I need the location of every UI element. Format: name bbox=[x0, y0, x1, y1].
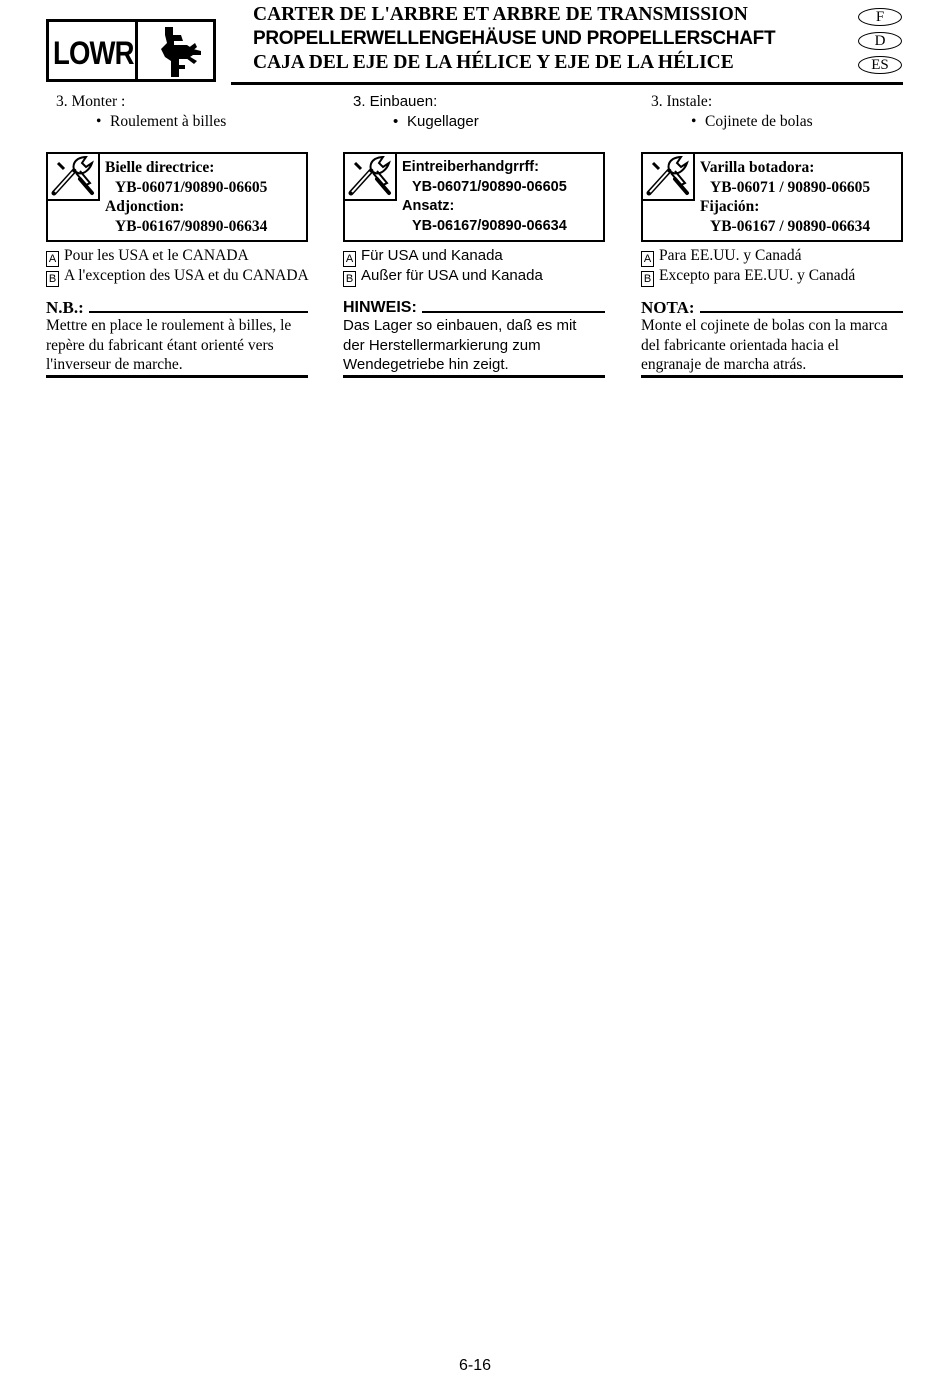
condition-a-text: Für USA und Kanada bbox=[361, 247, 503, 264]
bullet-item bbox=[691, 112, 813, 132]
step-text: 3. Einbauen: bbox=[353, 93, 438, 110]
condition-a bbox=[46, 246, 249, 267]
wrench-screwdriver-icon bbox=[50, 155, 96, 197]
note-bottom-rule bbox=[343, 375, 605, 378]
bullet-item bbox=[96, 112, 226, 132]
tool-name-2: Fijación: bbox=[700, 198, 760, 215]
note-bottom-rule bbox=[46, 375, 308, 378]
note-line: Wendegetriebe hin zeigt. bbox=[343, 356, 509, 374]
logo-divider bbox=[135, 22, 138, 79]
language-badge-es: ES bbox=[858, 56, 902, 74]
special-tool-box bbox=[46, 152, 308, 242]
note-body bbox=[343, 316, 605, 375]
note-line: engranaje de marcha atrás. bbox=[641, 356, 807, 374]
tool-code-1: YB-06071/90890-06605 bbox=[412, 179, 567, 195]
note-label: N.B.: bbox=[46, 298, 89, 318]
condition-b-text: Außer für USA und Kanada bbox=[361, 267, 543, 284]
note-label: NOTA: bbox=[641, 298, 700, 318]
marker-b: B bbox=[46, 271, 59, 287]
tool-name-1: Eintreiberhandgrrff: bbox=[402, 159, 539, 175]
note-line: der Herstellermarkierung zum bbox=[343, 336, 541, 354]
bullet-text: Cojinete de bolas bbox=[705, 113, 813, 130]
condition-a bbox=[641, 246, 801, 267]
step-text: 3. Monter : bbox=[56, 93, 126, 110]
tool-icon-cell bbox=[643, 154, 695, 201]
note-body bbox=[46, 316, 308, 375]
marker-b: B bbox=[343, 271, 356, 287]
note-bottom-rule bbox=[641, 375, 903, 378]
bullet-dot: • bbox=[96, 113, 102, 130]
note-line: l'inverseur de marche. bbox=[46, 356, 183, 374]
condition-b bbox=[641, 266, 855, 287]
language-badge-d: D bbox=[858, 32, 902, 50]
note-header bbox=[343, 298, 605, 318]
language-badge-f: F bbox=[858, 8, 902, 26]
tool-code-2: YB-06167/90890-06634 bbox=[115, 218, 268, 235]
wrench-screwdriver-icon bbox=[645, 155, 691, 197]
header-rule bbox=[231, 82, 903, 85]
bullet-dot: • bbox=[691, 113, 697, 130]
tool-name-2: Adjonction: bbox=[105, 198, 185, 215]
note-header bbox=[46, 298, 308, 318]
marker-a: A bbox=[46, 251, 59, 267]
note-line: Das Lager so einbauen, daß es mit bbox=[343, 317, 577, 334]
bullet-item bbox=[393, 112, 479, 132]
tool-code-1: YB-06071/90890-06605 bbox=[115, 179, 268, 196]
note-line: Monte el cojinete de bolas con la marca bbox=[641, 317, 888, 334]
condition-b bbox=[343, 266, 543, 287]
tool-name-1: Bielle directrice: bbox=[105, 159, 215, 176]
marker-a: A bbox=[641, 251, 654, 267]
note-line: del fabricante orientada hacia el bbox=[641, 336, 839, 354]
title-french: CARTER DE L'ARBRE ET ARBRE DE TRANSMISSION bbox=[253, 4, 748, 25]
condition-a bbox=[343, 246, 503, 267]
bullet-text: Kugellager bbox=[407, 113, 479, 130]
tool-name-2: Ansatz: bbox=[402, 198, 455, 214]
section-logo bbox=[46, 19, 216, 82]
tool-code-1: YB-06071 / 90890-06605 bbox=[710, 179, 871, 196]
note-line: Mettre en place le roulement à billes, le bbox=[46, 317, 292, 334]
title-spanish: CAJA DEL EJE DE LA HÉLICE Y EJE DE LA HÉLICE bbox=[253, 52, 734, 73]
marker-a: A bbox=[343, 251, 356, 267]
tool-name-1: Varilla botadora: bbox=[700, 159, 815, 176]
special-tool-box bbox=[641, 152, 903, 242]
section-logo-text: LOWR bbox=[53, 35, 134, 71]
tool-icon-cell bbox=[345, 154, 397, 201]
note-line: repère du fabricant étant orienté vers bbox=[46, 336, 274, 354]
condition-a-text: Pour les USA et le CANADA bbox=[64, 247, 249, 264]
title-german: PROPELLERWELLENGEHÄUSE UND PROPELLERSCHAFT bbox=[253, 28, 776, 49]
condition-b-text: A l'exception des USA et du CANADA bbox=[64, 267, 309, 284]
page-number: 6-16 bbox=[458, 1357, 492, 1374]
tool-code-2: YB-06167 / 90890-06634 bbox=[710, 218, 871, 235]
tool-icon-cell bbox=[48, 154, 100, 201]
step-text: 3. Instale: bbox=[651, 93, 713, 110]
special-tool-box bbox=[343, 152, 605, 242]
note-header bbox=[641, 298, 903, 318]
bullet-dot: • bbox=[393, 113, 399, 130]
condition-b-text: Excepto para EE.UU. y Canadá bbox=[659, 267, 856, 284]
condition-b bbox=[46, 266, 309, 287]
tool-code-2: YB-06167/90890-06634 bbox=[412, 218, 567, 234]
marker-b: B bbox=[641, 271, 654, 287]
condition-a-text: Para EE.UU. y Canadá bbox=[659, 247, 802, 264]
lower-unit-icon bbox=[143, 25, 211, 79]
note-label: HINWEIS: bbox=[343, 298, 422, 318]
wrench-screwdriver-icon bbox=[347, 155, 393, 197]
note-body bbox=[641, 316, 903, 375]
bullet-text: Roulement à billes bbox=[110, 113, 227, 130]
page-titles bbox=[253, 3, 843, 75]
